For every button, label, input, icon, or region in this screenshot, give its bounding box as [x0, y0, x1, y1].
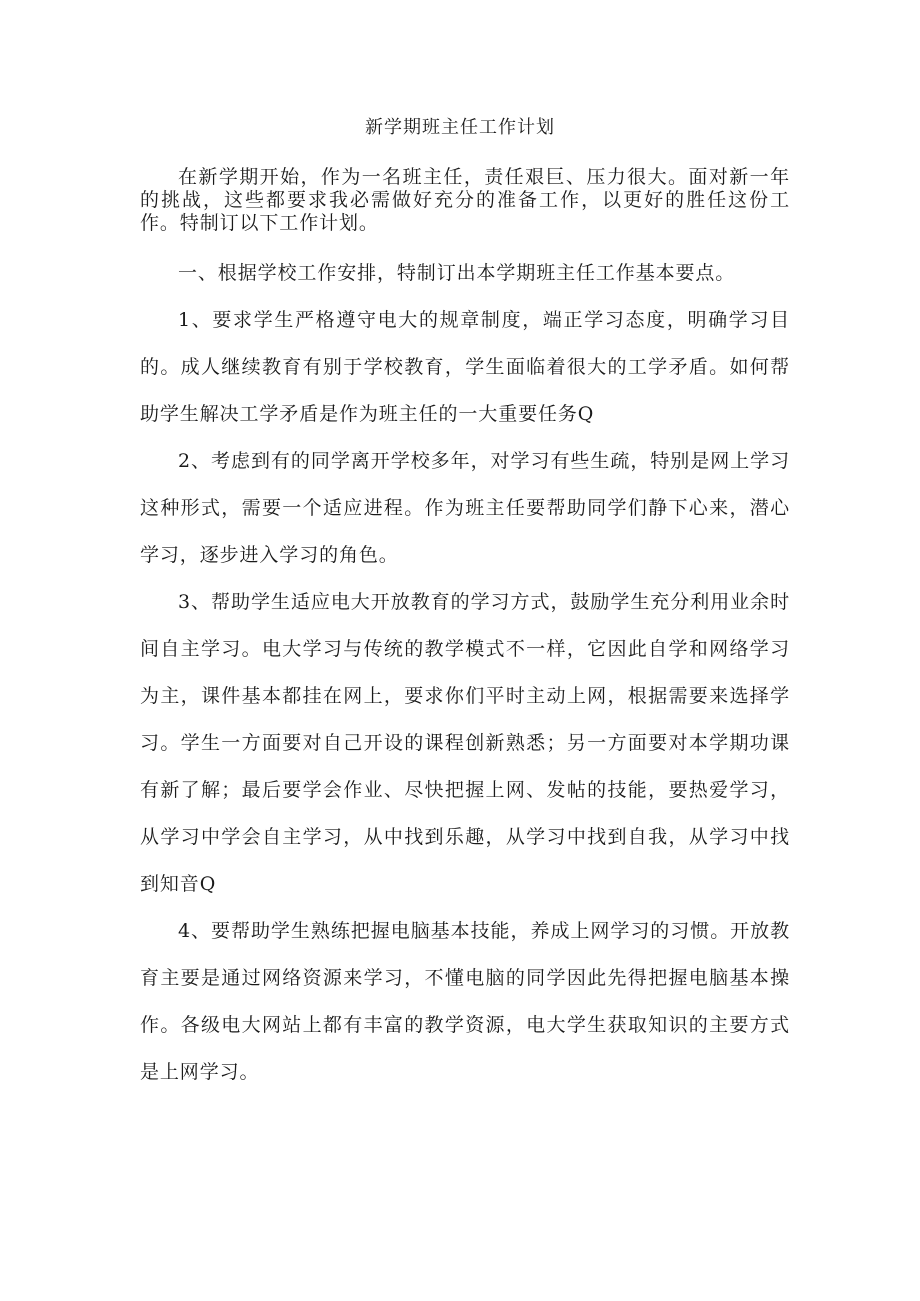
plan-item-4: 4、要帮助学生熟练把握电脑基本技能，养成上网学习的习惯。开放教育主要是通过网络资源来学习，不懂电脑的同学因此先得把握电脑基本操作。各级电大网站上都有丰富的教学资源，电大学生获取知识的主要方式是上网学习。 — [140, 920, 790, 1083]
intro-paragraph: 在新学期开始，作为一名班主任，责任艰巨、压力很大。面对新一年的挑战，这些都要求我必需做好充分的准备工作，以更好的胜任这份工作。特制订以下工作计划。 — [140, 166, 790, 234]
plan-sections — [140, 250, 790, 1096]
plan-item-3: 3、帮助学生适应电大开放教育的学习方式，鼓励学生充分利用业余时间自主学习。电大学习与传统的教学模式不一样，它因此自学和网络学习为主，课件基本都挂在网上，要求你们平时主动上网，根据需要来选择学习。学生一方面要对自己开设的课程创新熟悉；另一方面要对本学期功课有新了解；最后要学会作业、尽快把握上网、发帖的技能，要热爱学习，从学习中学会自主学习，从中找到乐趣，从学习中找到自我，从学习中找到知音Q — [140, 591, 790, 895]
document-title: 新学期班主任工作计划 — [365, 117, 555, 138]
intro-block — [140, 166, 790, 235]
plan-item-2: 2、考虑到有的同学离开学校多年，对学习有些生疏，特别是网上学习这种形式，需要一个适应进程。作为班主任要帮助同学们静下心来，潜心学习，逐步进入学习的角色。 — [140, 450, 790, 566]
plan-item-1: 1、要求学生严格遵守电大的规章制度，端正学习态度，明确学习目的。成人继续教育有别于学校教育，学生面临着很大的工学矛盾。如何帮助学生解决工学矛盾是作为班主任的一大重要任务Q — [140, 309, 790, 425]
section-heading: 一、根据学校工作安排，特制订出本学期班主任工作基本要点。 — [178, 262, 736, 284]
